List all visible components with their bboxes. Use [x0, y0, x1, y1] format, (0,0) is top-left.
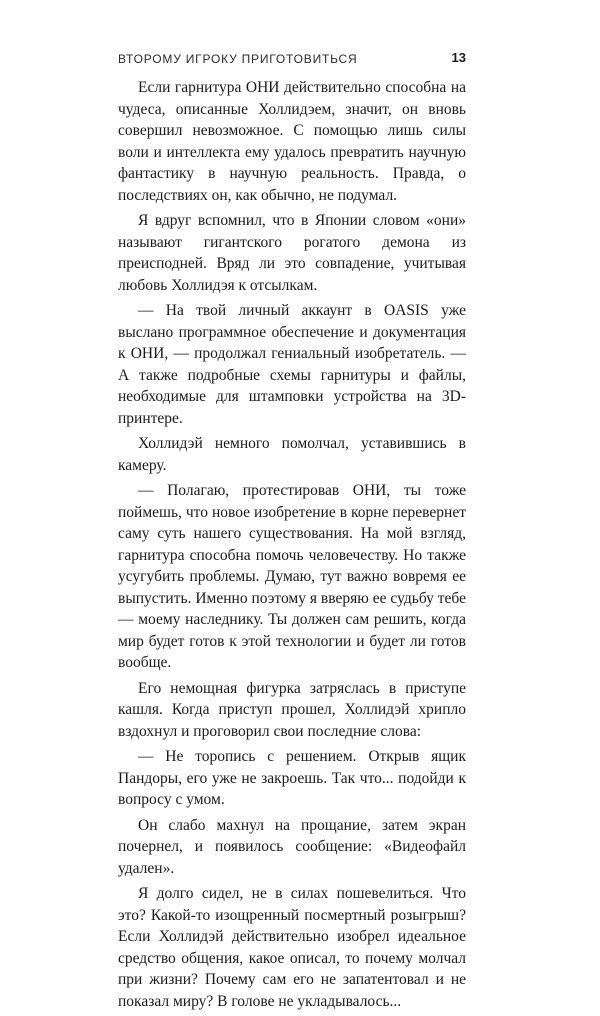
text-body: [118, 77, 466, 1016]
paragraph: — На твой личный аккаунт в OASIS уже выслано программное обеспечение и документация к ОНИ, — продолжал гениальный изобретатель. — А также подробные схемы гарнитуры и файлы, необходимые для штамповки устройства на 3D-принтере.: [118, 302, 466, 427]
paragraph: Я вдруг вспомнил, что в Японии словом «они» называют гигантского рогатого демона из преисподней. Вряд ли это совпадение, учитывая любовь Холлидэя к отсылкам.: [118, 212, 466, 294]
paragraph: — Не торопись с решением. Открыв ящик Пандоры, его уже не закроешь. Так что... подойди к вопросу с умом.: [118, 748, 466, 808]
paragraph: Я долго сидел, не в силах пошевелиться. Что это? Какой-то изощренный посмертный розыгрыш? Если Холлидэй действительно изобрел идеальное средство общения, какое описал, то почему молчал при жизни? Почему сам его не запатентовал и не показал миру? В голове не укладывалось...: [118, 885, 466, 1010]
paragraph: Если гарнитура ОНИ действительно способна на чудеса, описанные Холлидэем, значит, он вновь совершил невозможное. С помощью лишь силы воли и интеллекта ему удалось превратить научную фантастику в научную реальность. Правда, о последствиях он, как обычно, не подумал.: [118, 79, 466, 204]
running-header: [118, 50, 466, 70]
paragraph: Его немощная фигурка затряслась в приступе кашля. Когда приступ прошел, Холлидэй хрипло вздохнул и проговорил свои последние слова:: [118, 679, 466, 740]
paragraph: Холлидэй немного помолчал, уставившись в камеру.: [118, 435, 466, 474]
running-title: ВТОРОМУ ИГРОКУ ПРИГОТОВИТЬСЯ: [118, 52, 358, 66]
paragraph: Он слабо махнул на прощание, затем экран почернел, и появилось сообщение: «Видеофайл удален».: [118, 816, 466, 877]
paragraph: — Полагаю, протестировав ОНИ, ты тоже поймешь, что новое изобретение в корне перевернет саму суть нашего существования. На мой взгляд, гарнитура способна помочь человечеству. Но также усугубить проблемы. Думаю, тут важно вовремя ее выпустить. Именно поэтому я вверяю ее судьбу тебе — моему наследнику. Ты должен сам решить, когда мир будет готов к этой технологии и будет ли готов вообще.: [118, 482, 466, 671]
page-number: 13: [451, 50, 466, 65]
